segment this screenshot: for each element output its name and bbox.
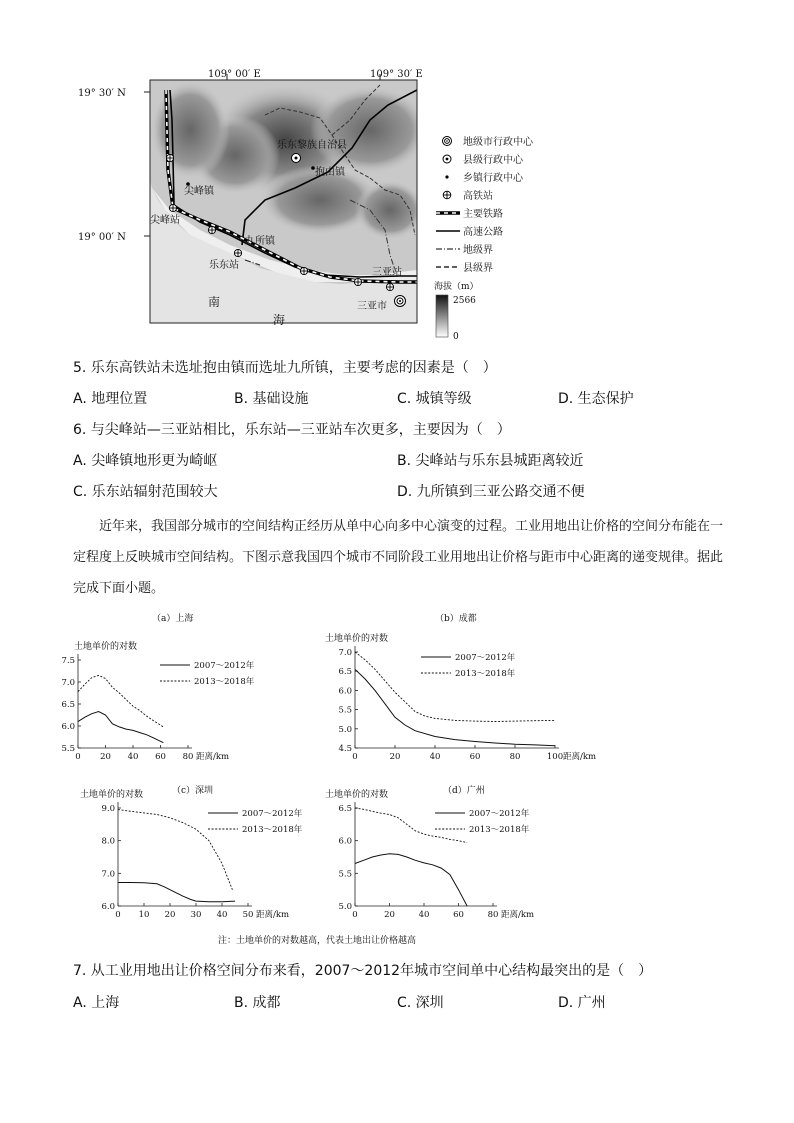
chart-ylabel: 土地单价的对数 — [325, 634, 389, 644]
sanya-pref-center — [395, 296, 406, 307]
ledong-station-icon — [234, 249, 241, 256]
label-jiusuo: 九所镇 — [245, 236, 275, 247]
chart-ylabel: 土地单价的对数 — [74, 642, 138, 652]
legend-railway-label: 主要铁路 — [463, 209, 503, 220]
q6-stem: 6. 与尖峰站—三亚站相比，乐东站—三亚站车次更多，主要因为（ ） — [73, 422, 511, 438]
chart-2 — [80, 784, 303, 920]
chart-y-tick-label: 7.0 — [338, 648, 352, 658]
legend-label: 2007～2012年 — [469, 809, 530, 819]
land-price-charts — [60, 608, 597, 950]
chart-x-tick-label: 30 — [190, 910, 202, 920]
chart-title: （a）上海 — [152, 614, 194, 624]
legend-town-center-icon — [445, 175, 448, 178]
ledong-county-center — [292, 154, 301, 163]
chart-x-tick-label: 80 — [182, 752, 194, 762]
elevation-max: 2566 — [453, 296, 476, 306]
chart-title: （c）深圳 — [172, 786, 214, 796]
q6-option-b[interactable]: B. 尖峰站与乐东县城距离较近 — [397, 453, 584, 469]
chart-x-tick-label: 10 — [138, 910, 150, 920]
chart-xlabel: 距离/km — [196, 752, 230, 762]
sanya-station-icon — [386, 283, 393, 290]
intro-paragraph: 近年来，我国部分城市的空间结构正经历从单中心向多中心演变的过程。工业用地出让价格的空间分布能在一定程度上反映城市空间结构。下图示意我国四个城市不同阶段工业用地出让价格与距市中心距离的递变规律。据此完成下面小题。 — [73, 519, 724, 596]
chart-x-tick-label: 20 — [384, 910, 395, 920]
chart-x-tick-label: 0 — [115, 910, 121, 920]
chart-y-tick-label: 6.5 — [338, 667, 352, 678]
label-ledong-county: 乐东黎族自治县 — [277, 140, 347, 151]
legend-pref-boundary-label: 地级界 — [463, 245, 493, 256]
chart-x-tick-label: 60 — [469, 752, 481, 762]
chart-x-tick-label: 0 — [75, 752, 81, 762]
chart-x-tick-label: 20 — [100, 752, 111, 762]
series-2007-2012-line — [355, 669, 555, 745]
chart-x-tick-label: 0 — [352, 910, 358, 920]
chart-y-tick-label: 5.0 — [338, 724, 352, 735]
chart-y-tick-label: 9.0 — [101, 804, 115, 814]
chart-x-tick-label: 60 — [453, 910, 464, 920]
q6-option-c[interactable]: C. 乐东站辐射范围较大 — [73, 484, 218, 500]
legend-label: 2007～2012年 — [455, 653, 516, 663]
chart-xlabel: 距离/km — [563, 752, 597, 762]
elevation-title: 海拔（m） — [434, 282, 479, 292]
q7-option-d[interactable]: D. 广州 — [558, 995, 606, 1011]
chart-y-tick-label: 6.0 — [338, 836, 352, 847]
legend-hsr-station-label: 高铁站 — [463, 191, 493, 202]
q7-stem: 7. 从工业用地出让价格空间分布来看，2007～2012年城市空间单中心结构最突出的是（ ） — [73, 963, 653, 979]
legend-label: 2013～2018年 — [455, 669, 516, 679]
hsr-station-icon — [208, 226, 215, 233]
chart-x-tick-label: 60 — [155, 752, 166, 762]
label-nan: 南 — [208, 295, 221, 309]
chart-xlabel: 距离/km — [501, 910, 535, 920]
legend-expressway-label: 高速公路 — [463, 227, 503, 238]
series-2013-2018-line — [118, 810, 232, 890]
legend-county-center-label: 县级行政中心 — [463, 155, 523, 166]
chart-1 — [325, 612, 596, 762]
legend-label: 2013～2018年 — [242, 825, 303, 835]
chart-x-tick-label: 40 — [418, 910, 430, 920]
chart-y-tick-label: 8.0 — [101, 836, 115, 847]
chart-ylabel: 土地单价的对数 — [325, 790, 389, 800]
chart-y-tick-label: 7.0 — [101, 869, 115, 880]
chart-note: 注：土地单价的对数越高，代表土地出让价格越高 — [218, 936, 417, 946]
lat-label-19-30: 19° 30′ N — [78, 88, 126, 99]
series-2007-2012-line — [355, 854, 467, 906]
label-jianfeng-station: 尖峰站 — [150, 215, 180, 226]
label-ledong-station: 乐东站 — [209, 260, 239, 271]
chart-xlabel: 距离/km — [256, 910, 290, 920]
q5-option-d[interactable]: D. 生态保护 — [558, 391, 634, 407]
legend-county-boundary-label: 县级界 — [463, 263, 493, 274]
legend-label: 2007～2012年 — [242, 809, 303, 819]
chart-x-tick-label: 80 — [509, 752, 521, 762]
chart-y-tick-label: 7.0 — [61, 678, 75, 688]
legend-label: 2013～2018年 — [194, 677, 255, 687]
jianfeng-station-icon — [169, 204, 176, 211]
chart-y-tick-label: 5.5 — [338, 869, 352, 880]
lon-label-109-30: 109° 30′ E — [370, 69, 423, 80]
q6-option-a[interactable]: A. 尖峰镇地形更为崎岖 — [73, 453, 218, 469]
chart-y-tick-label: 6.0 — [101, 902, 115, 912]
series-2007-2012-line — [78, 712, 163, 743]
label-jianfeng-town: 尖峰镇 — [184, 186, 214, 197]
chart-y-tick-label: 5.0 — [338, 902, 352, 912]
chart-x-tick-label: 0 — [352, 752, 358, 762]
chart-y-tick-label: 6.0 — [61, 722, 75, 732]
chart-y-tick-label: 7.5 — [61, 656, 75, 666]
chart-x-tick-label: 20 — [389, 752, 401, 762]
hsr-station-icon — [300, 267, 307, 274]
chart-y-tick-label: 6.5 — [338, 804, 352, 814]
chart-0 — [61, 612, 254, 762]
lat-label-19-00: 19° 00′ N — [78, 232, 126, 243]
chart-y-tick-label: 5.5 — [61, 744, 75, 754]
chart-x-tick-label: 20 — [164, 910, 176, 920]
legend-pref-center-icon — [443, 137, 452, 146]
series-2007-2012-line — [118, 883, 235, 902]
legend-county-center-icon — [443, 155, 451, 163]
map-legend — [434, 135, 534, 342]
chart-x-tick-label: 40 — [127, 752, 139, 762]
label-sanya-station: 三亚站 — [372, 267, 402, 278]
chart-x-tick-label: 100 — [546, 752, 564, 762]
legend-pref-center-label: 地级市行政中心 — [463, 137, 533, 148]
chart-x-tick-label: 80 — [487, 910, 499, 920]
chart-title: （d）广州 — [443, 786, 485, 796]
hainan-map — [70, 60, 550, 350]
series-2013-2018-line — [78, 675, 163, 727]
chart-x-tick-label: 40 — [429, 752, 441, 762]
hsr-station-icon — [354, 278, 361, 285]
q5-option-a[interactable]: A. 地理位置 — [73, 391, 148, 407]
legend-town-center-label: 乡镇行政中心 — [463, 173, 523, 184]
q7-option-c[interactable]: C. 深圳 — [397, 995, 444, 1011]
chart-y-tick-label: 4.5 — [338, 744, 352, 754]
q7-option-b[interactable]: B. 成都 — [234, 995, 281, 1011]
q5-stem: 5. 乐东高铁站未选址抱由镇而选址九所镇，主要考虑的因素是（ ） — [73, 360, 497, 376]
chart-x-tick-label: 50 — [242, 910, 254, 920]
chart-y-tick-label: 6.0 — [338, 686, 352, 697]
chart-y-tick-label: 5.5 — [338, 705, 352, 716]
legend-hsr-station-icon — [443, 191, 451, 199]
q6-option-d[interactable]: D. 九所镇到三亚公路交通不便 — [397, 484, 585, 500]
elevation-min: 0 — [453, 332, 459, 342]
chart-y-tick-label: 6.5 — [61, 700, 75, 710]
label-baoyou: 抱由镇 — [315, 167, 345, 178]
chart-x-tick-label: 40 — [216, 910, 228, 920]
q5-option-b[interactable]: B. 基础设施 — [234, 391, 309, 407]
q5-option-c[interactable]: C. 城镇等级 — [397, 391, 472, 407]
label-hai: 海 — [273, 313, 286, 327]
legend-label: 2013～2018年 — [469, 825, 530, 835]
q7-option-a[interactable]: A. 上海 — [73, 995, 120, 1011]
legend-label: 2007～2012年 — [194, 661, 255, 671]
chart-ylabel: 土地单价的对数 — [80, 790, 144, 800]
hsr-station-icon — [166, 154, 173, 161]
label-sanya-city: 三亚市 — [357, 301, 387, 312]
chart-3 — [325, 784, 534, 920]
chart-title: （b）成都 — [435, 614, 477, 624]
elevation-colorbar — [436, 295, 448, 337]
lon-label-109-00: 109° 00′ E — [208, 69, 261, 80]
